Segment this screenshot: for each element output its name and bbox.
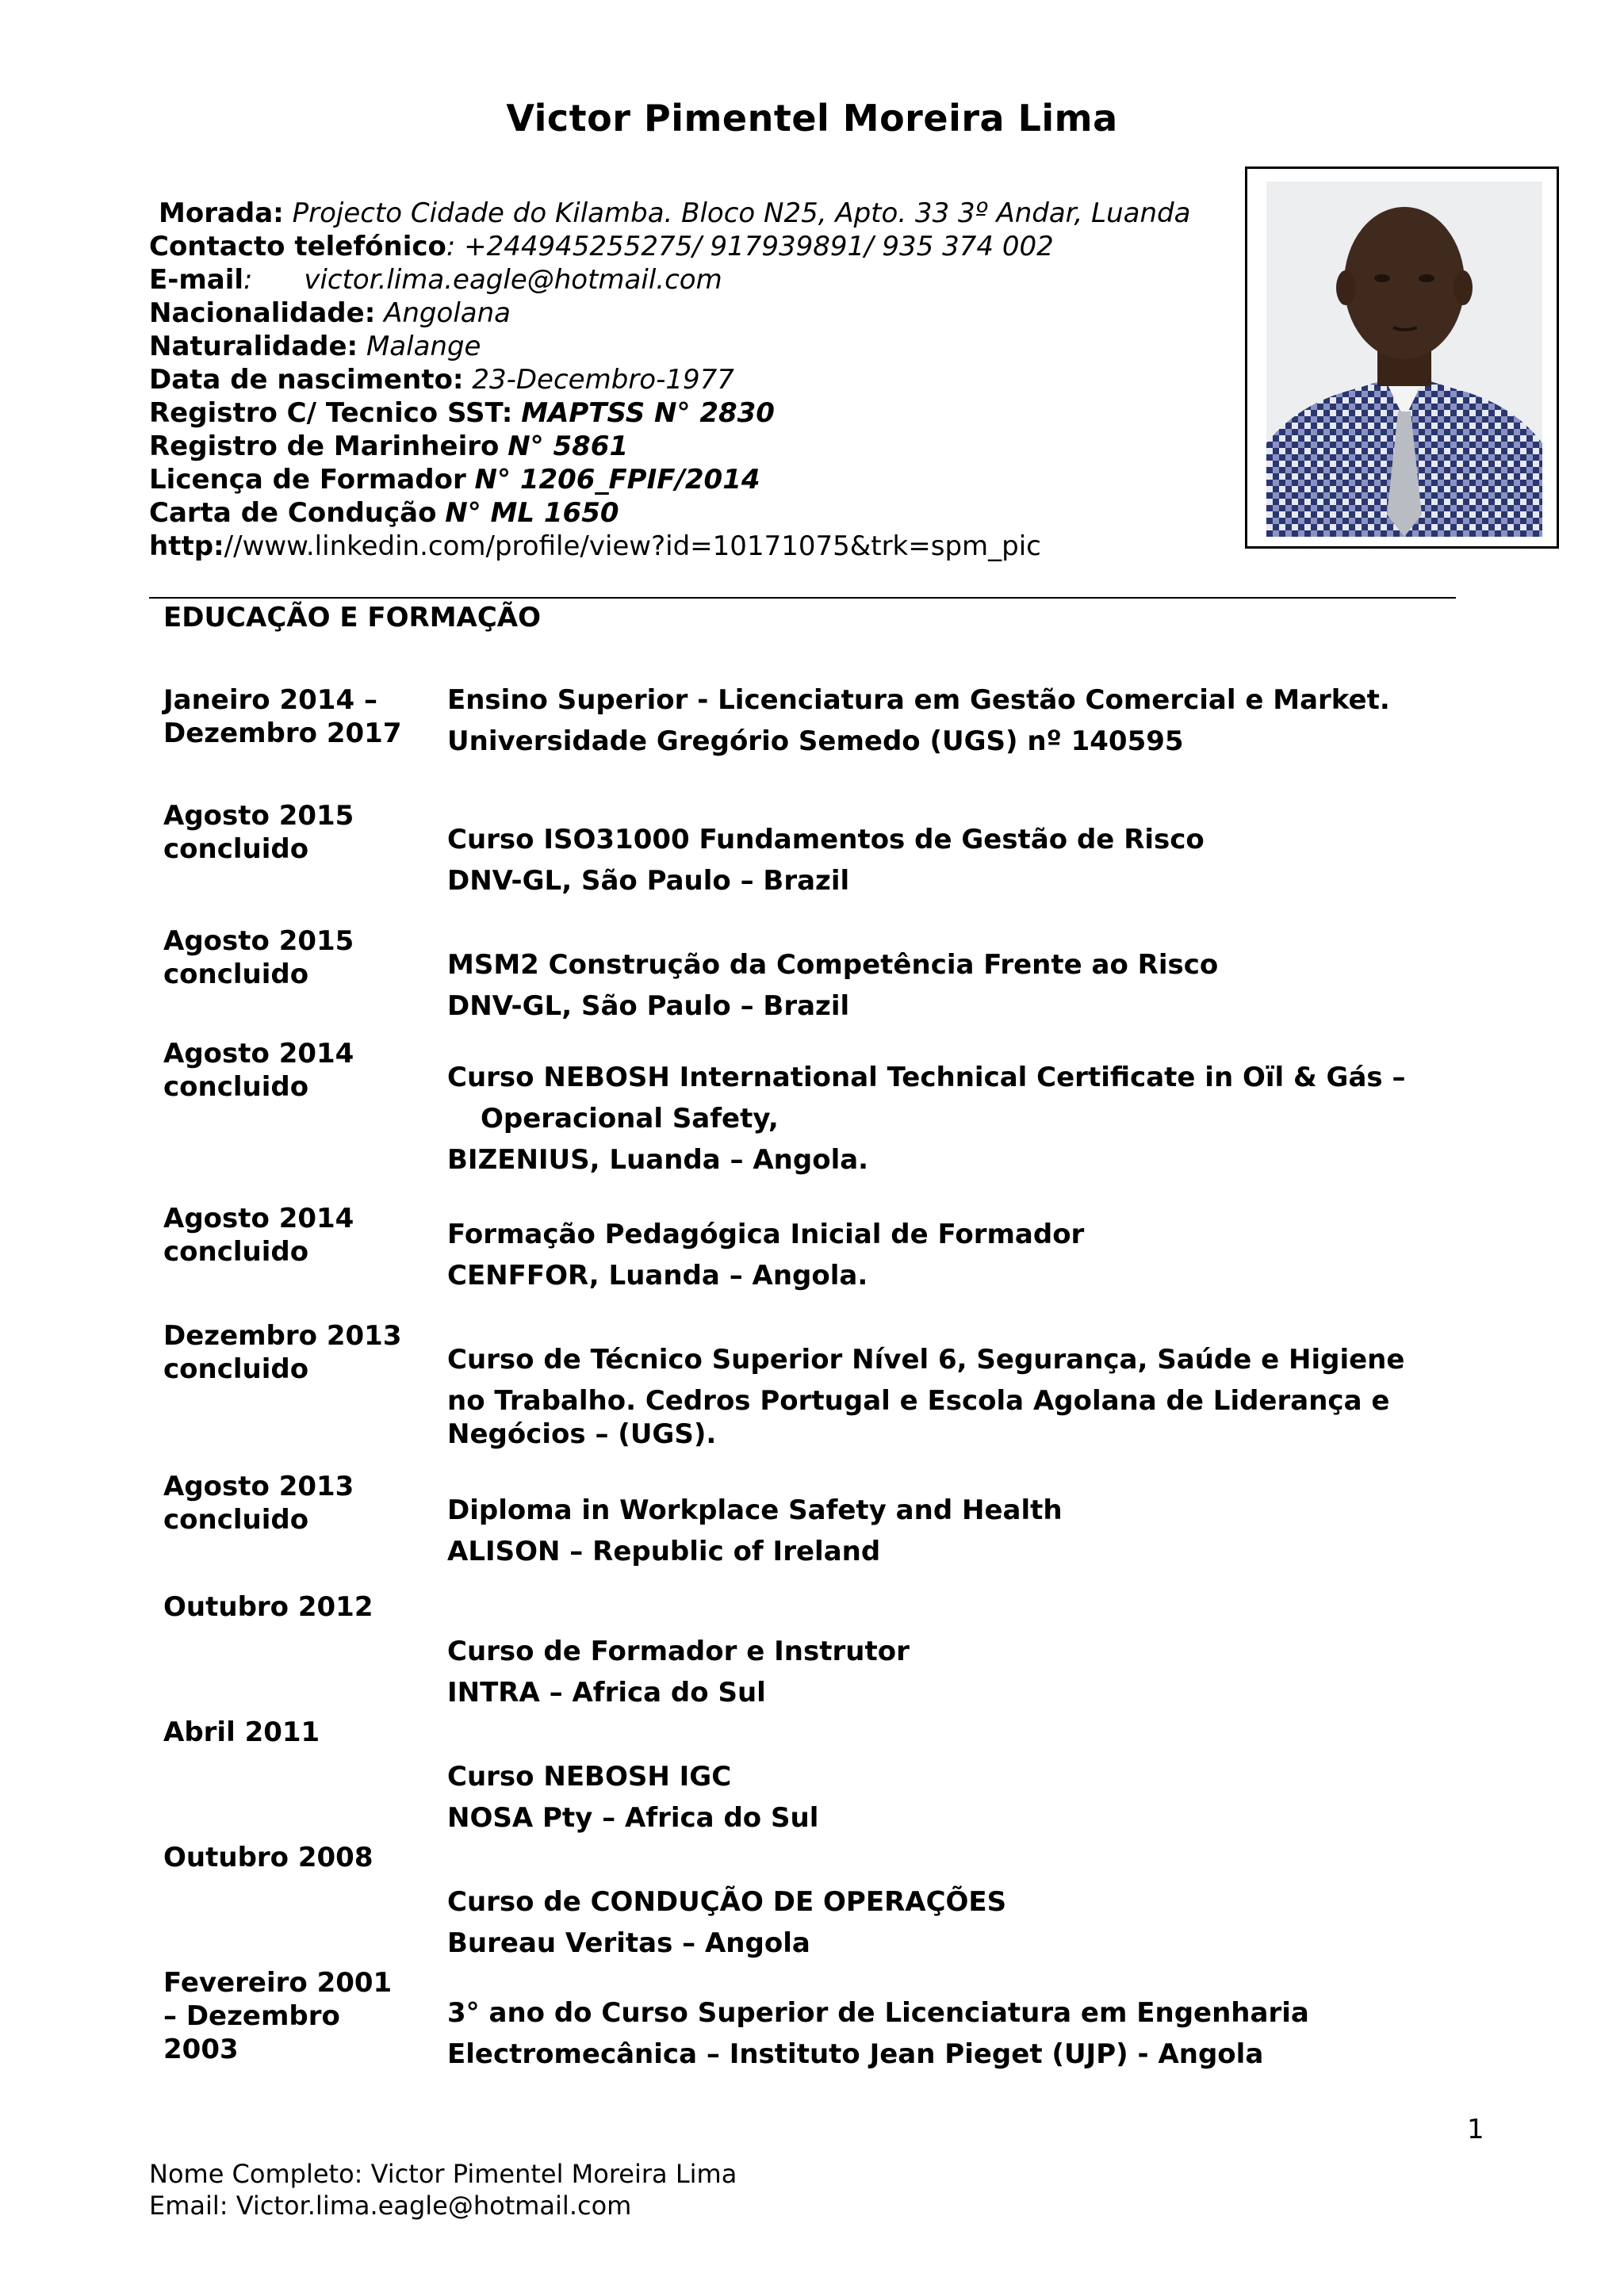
education-date-line: Dezembro 2013 xyxy=(163,1320,402,1352)
education-description-line: Curso NEBOSH International Technical Certificate in Oïl & Gás – xyxy=(447,1062,1406,1093)
phone-row xyxy=(149,230,1243,263)
education-date-line: Outubro 2012 xyxy=(163,1591,373,1623)
driving-license-row xyxy=(149,496,1243,530)
education-date-line: concluido xyxy=(163,959,309,990)
address-value: Projecto Cidade do Kilamba. Bloco N25, Apto. 33 3º Andar, Luanda xyxy=(292,197,1191,229)
education-date xyxy=(163,799,425,866)
profile-photo xyxy=(1266,182,1542,537)
birthdate-row xyxy=(149,363,1243,396)
education-description xyxy=(447,1061,1462,1177)
education-description-line: 3° ano do Curso Superior de Licenciatura em Engenharia xyxy=(447,1997,1309,2029)
birthdate-label: Data de nascimento: xyxy=(149,364,464,396)
education-date-line: Agosto 2014 xyxy=(163,1203,354,1234)
personal-info xyxy=(149,197,1243,563)
nationality-label: Nacionalidade: xyxy=(149,297,376,329)
education-description-line: Curso de CONDUÇÃO DE OPERAÇÕES xyxy=(447,1886,1007,1918)
education-date-line: concluido xyxy=(163,833,309,865)
footer-email: Email: Victor.lima.eagle@hotmail.com xyxy=(149,2191,632,2221)
education-description-line: Curso ISO31000 Fundamentos de Gestão de Risco xyxy=(447,824,1205,855)
education-description-line: BIZENIUS, Luanda – Angola. xyxy=(447,1144,869,1176)
education-description xyxy=(447,948,1462,1023)
email-row xyxy=(149,263,1243,297)
education-description-line: Diploma in Workplace Safety and Health xyxy=(447,1494,1063,1526)
education-date-line: concluido xyxy=(163,1071,309,1103)
email-label: E-mail xyxy=(149,264,244,296)
education-description xyxy=(447,1635,1462,1709)
education-description xyxy=(447,1218,1462,1292)
driving-license-label: Carta de Condução xyxy=(149,497,437,529)
education-date-line: Dezembro 2017 xyxy=(163,718,402,749)
page-number: 1 xyxy=(1467,2114,1484,2145)
phone-label: Contacto telefónico xyxy=(149,231,446,262)
education-description-line: Electromecânica – Instituto Jean Pieget (UJP) - Angola xyxy=(447,2038,1264,2070)
education-date-line: Fevereiro 2001 xyxy=(163,1967,393,1999)
profile-photo-illustration xyxy=(1266,182,1542,537)
phone-value: : +244945255275/ 917939891/ 935 374 002 xyxy=(446,231,1054,262)
sst-value: MAPTSS N° 2830 xyxy=(521,397,775,429)
education-date xyxy=(163,1716,425,1749)
birthplace-value: Malange xyxy=(366,331,481,362)
birthdate-value: 23-Decembro-1977 xyxy=(472,364,734,396)
education-date-line: Agosto 2013 xyxy=(163,1471,354,1502)
nationality-row xyxy=(149,297,1243,330)
seaman-value: N° 5861 xyxy=(508,430,629,462)
education-description-line: INTRA – Africa do Sul xyxy=(447,1677,766,1709)
education-description-line: Curso de Formador e Instrutor xyxy=(447,1636,910,1667)
education-description xyxy=(447,823,1462,897)
seaman-label: Registro de Marinheiro xyxy=(149,430,500,462)
education-description-line: no Trabalho. Cedros Portugal e Escola Agolana de Liderança e xyxy=(447,1385,1390,1417)
education-date xyxy=(163,1202,425,1269)
education-date xyxy=(163,1037,425,1104)
birthplace-row xyxy=(149,330,1243,363)
education-description-line: Formação Pedagógica Inicial de Formador xyxy=(447,1219,1085,1250)
trainer-license-value: N° 1206_FPIF/2014 xyxy=(474,464,760,496)
email-value[interactable]: : victor.lima.eagle@hotmail.com xyxy=(243,264,722,296)
address-label: Morada: xyxy=(159,197,284,229)
education-description-line: CENFFOR, Luanda – Angola. xyxy=(447,1260,868,1292)
seaman-row xyxy=(149,430,1243,463)
education-description-line: NOSA Pty – Africa do Sul xyxy=(447,1802,819,1834)
trainer-license-row xyxy=(149,463,1243,496)
education-date xyxy=(163,683,425,750)
education-description-line: Bureau Veritas – Angola xyxy=(447,1927,810,1959)
section-divider xyxy=(149,597,1456,599)
education-date xyxy=(163,1841,425,1874)
education-date xyxy=(163,1590,425,1624)
linkedin-prefix: http: xyxy=(149,530,224,562)
education-description-line: Universidade Gregório Semedo (UGS) nº 140595 xyxy=(447,725,1184,757)
education-date xyxy=(163,1470,425,1536)
education-description-line: DNV-GL, São Paulo – Brazil xyxy=(447,865,850,897)
education-description-line: Curso de Técnico Superior Nível 6, Segurança, Saúde e Higiene xyxy=(447,1344,1405,1376)
nationality-value: Angolana xyxy=(384,297,511,329)
sst-label: Registro C/ Tecnico SST: xyxy=(149,397,513,429)
education-date xyxy=(163,1319,425,1386)
education-description xyxy=(447,1494,1462,1568)
education-date-line: Abril 2011 xyxy=(163,1716,320,1748)
education-date-line: Agosto 2014 xyxy=(163,1038,354,1070)
education-description-line: Negócios – (UGS). xyxy=(447,1418,717,1450)
birthplace-label: Naturalidade: xyxy=(149,331,358,362)
education-date-line: – Dezembro xyxy=(163,2000,340,2032)
education-date-line: concluido xyxy=(163,1504,309,1536)
education-description-line: MSM2 Construção da Competência Frente ao Risco xyxy=(447,949,1219,981)
linkedin-link[interactable]: //www.linkedin.com/profile/view?id=10171075&trk=spm_pic xyxy=(224,530,1041,562)
sst-row xyxy=(149,396,1243,430)
education-description xyxy=(447,683,1462,758)
education-date-line: 2003 xyxy=(163,2034,239,2065)
education-date-line: Agosto 2015 xyxy=(163,925,354,957)
education-description xyxy=(447,1996,1462,2071)
education-description-line: DNV-GL, São Paulo – Brazil xyxy=(447,990,850,1022)
education-date-line: concluido xyxy=(163,1236,309,1268)
linkedin-row[interactable] xyxy=(149,530,1243,563)
footer-name: Nome Completo: Victor Pimentel Moreira Lima xyxy=(149,2159,737,2189)
education-description xyxy=(447,1885,1462,1960)
education-description-line: Operacional Safety, xyxy=(481,1103,779,1135)
page-footer xyxy=(149,2158,737,2221)
education-description-line: Curso NEBOSH IGC xyxy=(447,1761,732,1793)
trainer-license-label: Licença de Formador xyxy=(149,464,466,496)
education-date-line: Janeiro 2014 – xyxy=(163,684,377,716)
address-row xyxy=(149,197,1243,230)
education-date xyxy=(163,924,425,991)
education-date xyxy=(163,1966,425,2066)
education-section-title: EDUCAÇÃO E FORMAÇÃO xyxy=(163,602,542,633)
education-date-line: Agosto 2015 xyxy=(163,800,354,832)
driving-license-value: N° ML 1650 xyxy=(445,497,619,529)
education-date-line: Outubro 2008 xyxy=(163,1842,373,1873)
education-description xyxy=(447,1343,1462,1451)
education-description-line: ALISON – Republic of Ireland xyxy=(447,1536,881,1567)
profile-photo-frame xyxy=(1245,166,1559,549)
education-date-line: concluido xyxy=(163,1353,309,1385)
education-description-line: Ensino Superior - Licenciatura em Gestão Comercial e Market. xyxy=(447,684,1390,716)
education-description xyxy=(447,1760,1462,1835)
page-title: Victor Pimentel Moreira Lima xyxy=(506,97,1118,140)
